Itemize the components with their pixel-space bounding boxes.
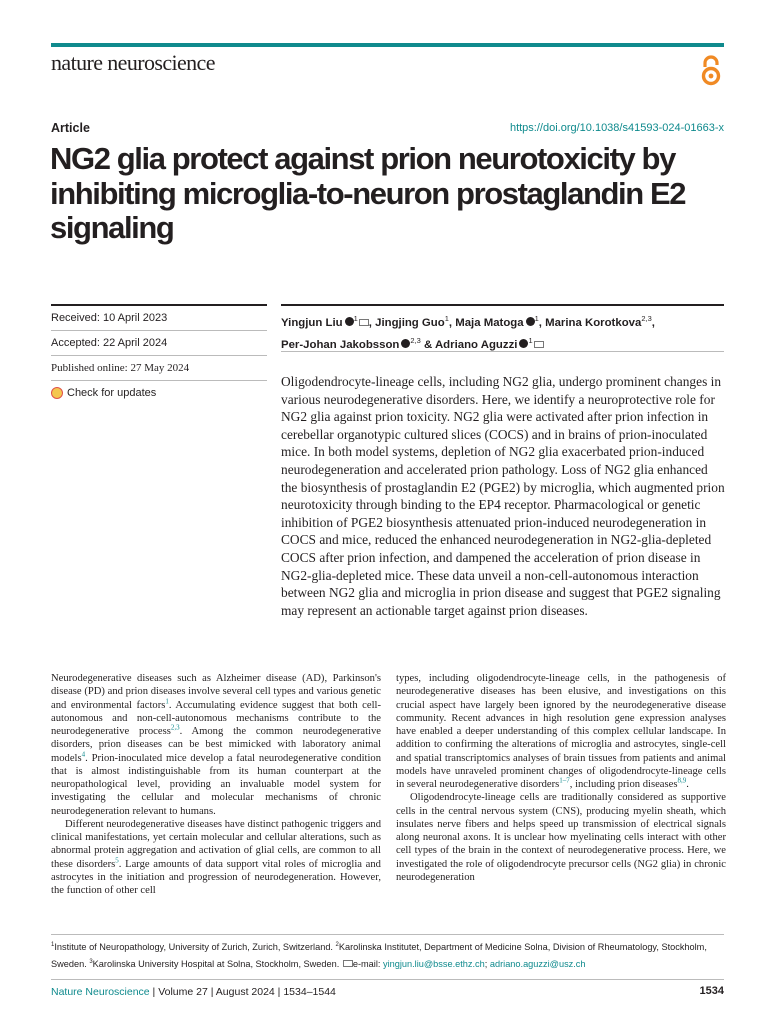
affiliation-ref: 1 (353, 314, 358, 323)
citation-ref[interactable]: 2,3 (170, 723, 180, 732)
author-ampersand: & (420, 338, 435, 351)
body-text: . Accumulating evidence suggest that both cell-autonomous and non-cell-autonomous mechanisms contribute to the neurodegenerative process (51, 699, 381, 737)
author-separator: , (368, 316, 376, 329)
affiliation-ref: 1 (528, 335, 533, 345)
email-label: e-mail: (352, 958, 383, 969)
author-name[interactable]: Marina Korotkova (545, 316, 642, 329)
body-text: . Among the common neurodegenerative disorders, prion diseases can be best mimicked with laboratory animal models (51, 726, 382, 764)
check-for-updates-label: Check for updates (67, 387, 157, 399)
affiliation-ref: 1 (444, 314, 449, 323)
mail-icon[interactable] (359, 319, 369, 326)
body-text: . Large amounts of data support vital roles of microglia and astrocytes in the initiation and progression of neurodegeneration. However, the function of other cell (51, 858, 381, 896)
author-name[interactable]: Per-Johan Jakobsson (281, 338, 400, 351)
affiliation-number: 2 (335, 942, 339, 948)
citation-ref[interactable]: 1–7 (559, 776, 570, 785)
affiliation-ref: 2,3 (410, 335, 421, 345)
open-access-icon (699, 55, 723, 87)
footer-citation (51, 986, 336, 998)
authors-top-rule (281, 304, 724, 306)
body-text: . Prion-inoculated mice develop a fatal neurodegenerative condition that is almost indistinguishable from its human counterpart at the neuropathological level, providing an invaluable model system for investigating the cellular and molecular mechanisms of chronic neurodegeneration relevant to humans. (51, 752, 381, 817)
footer-volume-info: | Volume 27 | August 2024 | 1534–1544 (149, 986, 336, 998)
author-name[interactable]: Maja Matoga (455, 316, 524, 329)
author-list (281, 310, 724, 354)
email-link[interactable]: adriano.aguzzi@usz.ch (489, 958, 586, 969)
header-accent-bar (51, 43, 724, 47)
author-separator: , (448, 316, 456, 329)
affiliation-ref: 2,3 (641, 314, 652, 323)
author-separator: , (538, 316, 546, 329)
body-paragraph (396, 672, 726, 791)
meta-divider (51, 380, 267, 381)
article-type: Article (51, 121, 90, 135)
affiliation-ref: 1 (534, 314, 539, 323)
body-text: , including prion diseases (569, 779, 678, 790)
footer-journal[interactable]: Nature Neuroscience (51, 986, 150, 998)
accepted-date: Accepted: 22 April 2024 (51, 337, 168, 349)
author-name[interactable]: Adriano Aguzzi (434, 338, 518, 351)
mail-icon[interactable] (534, 341, 544, 348)
published-date: Published online: 27 May 2024 (51, 362, 190, 374)
meta-divider (51, 355, 267, 356)
email-link[interactable]: yingjun.liu@bsse.ethz.ch (382, 958, 485, 969)
orcid-icon[interactable] (526, 317, 535, 326)
affiliations-footnote (51, 938, 731, 971)
check-for-updates-icon (51, 387, 63, 399)
check-for-updates-button[interactable] (51, 387, 156, 399)
body-paragraph (51, 818, 381, 898)
affiliation-text: Karolinska Institutet, Department of Medicine Solna, Division of Rheumatology, Stockholm, Sweden. (51, 942, 707, 969)
author-separator: , (651, 316, 655, 329)
body-paragraph (51, 672, 381, 818)
body-text: Neurodegenerative diseases such as Alzheimer disease (AD), Parkinson's disease (PD) and prion diseases involve several cell types and various genetic and environmental factors (51, 673, 381, 711)
article-title: NG2 glia protect against prion neurotoxicity by inhibiting microglia-to-neuron prostaglandin E2 signaling (50, 141, 686, 245)
body-text: Different neurodegenerative diseases have distinct pathogenic triggers and clinical manifestations, yet certain molecular and cellular alterations, such as abnormal protein aggregation and activation of glial cells, are common to all these disorders (51, 818, 381, 870)
citation-ref[interactable]: 1 (165, 696, 169, 705)
footnote-rule (51, 934, 724, 935)
doi-link[interactable]: https://doi.org/10.1038/s41593-024-01663-x (509, 122, 724, 134)
received-date: Received: 10 April 2023 (51, 312, 168, 324)
affiliation-number: 3 (89, 958, 93, 965)
body-text: types, including oligodendrocyte-lineage cells, in the pathogenesis of neurodegenerative diseases has been elusive, and investigations on this crucial aspect have largely been ignored by the neurodegenerative disease community. Recent advances in high resolution gene expression analyses have enabled a deeper understanding of this complex cellular landscape. In addition to confirming the alterations of microglia and astrocytes, single-cell and spatial transcriptomics analyses of brain tissues from patients and animal models have unraveled prominent changes of oligodendrocyte-lineage cells in several neurodegenerative disorders (396, 673, 726, 790)
meta-divider (51, 330, 267, 331)
body-paragraph: Oligodendrocyte-lineage cells are traditionally considered as supportive cells in the central nervous system (CNS), producing myelin sheath, which insulates nerve fibers and helps speed up transmission of electrical signals along neuronal axons. It is unclear how myelinating cells interact with other cell types of the brain in the context of neurodegenerative process. Here, we investigated the role of oligodendrocyte precursor cells (NG2 glia) in chronic neurodegeneration (396, 792, 726, 883)
citation-ref[interactable]: 8,9 (677, 776, 687, 785)
affiliation-text: Institute of Neuropathology, University of Zurich, Zurich, Switzerland. (54, 942, 336, 953)
journal-name[interactable]: nature neuroscience (51, 50, 215, 75)
authors-bottom-rule (281, 351, 724, 352)
citation-ref[interactable]: 4 (81, 749, 86, 758)
mail-icon (343, 960, 353, 967)
body-column-left (51, 672, 381, 897)
author-name[interactable]: Yingjun Liu (281, 316, 343, 329)
meta-top-rule (51, 304, 267, 306)
body-text: . (686, 779, 689, 790)
abstract: Oligodendrocyte-lineage cells, including NG2 glia, undergo prominent changes in various neurodegenerative disorders. Here, we identify a neuroprotective role for NG2 glia against prion toxicity. NG2 glia were activated after prion infection in cerebellar organotypic cultured slices (COCS) and in brains of prion-inoculated mice. In both model systems, depletion of NG2 glia exacerbated prion-induced neurodegeneration and accelerated prion pathology. Loss of NG2 glia enhanced the biosynthesis of prostaglandin E2 (PGE2) by microglia, which augmented prion neurotoxicity through binding to the EP4 receptor. Pharmacological or genetic inhibition of PGE2 biosynthesis attenuated prion-induced neurodegeneration in COCS and mice, reduced the enhanced neurodegeneration in NG2-glia-depleted COCS after prion infection, and dampened the acceleration of prion disease in NG2-glia-depleted mice. These data unveil a non-cell-autonomous interaction between NG2 glia and microglia in prion disease and suggest that PGE2 signaling may represent an actionable target against prion diseases. (281, 374, 725, 618)
citation-ref[interactable]: 5 (115, 855, 119, 864)
orcid-icon[interactable] (345, 317, 354, 326)
email-separator: ; (484, 958, 490, 969)
page-number: 1534 (699, 985, 724, 997)
body-column-right (396, 672, 726, 884)
author-name[interactable]: Jingjing Guo (375, 316, 445, 329)
affiliation-text: Karolinska University Hospital at Solna, Stockholm, Sweden. (92, 958, 342, 969)
footer-rule (51, 979, 724, 980)
affiliation-number: 1 (51, 942, 55, 948)
